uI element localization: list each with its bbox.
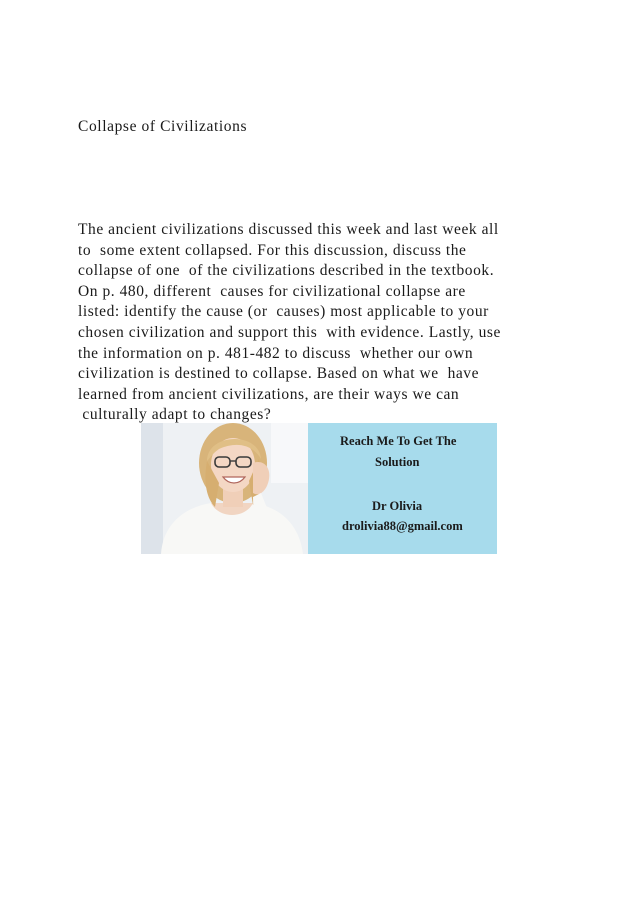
woman-illustration — [141, 423, 308, 554]
body-line: the information on p. 481-482 to discuss whether our own — [78, 344, 474, 362]
contact-banner — [141, 423, 497, 554]
body-line: The ancient civilizations discussed this week and last week all — [78, 221, 499, 238]
document-title: Collapse of Civilizations — [78, 118, 248, 135]
cta-line-2: Solution — [375, 455, 420, 469]
document-body — [78, 220, 568, 426]
body-line: to some extent collapsed. For this discussion, discuss the — [78, 241, 467, 259]
body-line: civilization is destined to collapse. Based on what we have — [78, 365, 480, 383]
body-line: On p. 480, different causes for civilizational collapse are — [78, 282, 466, 300]
woman-photo — [141, 423, 308, 554]
body-line: collapse of one of the civilizations described in the textbook. — [78, 262, 495, 280]
body-line: chosen civilization and support this with evidence. Lastly, use — [78, 323, 501, 341]
cta-line-1: Reach Me To Get The — [340, 434, 457, 448]
body-line: listed: identify the cause (or causes) most applicable to your — [78, 303, 489, 321]
contact-name: Dr Olivia — [372, 499, 423, 513]
body-line: learned from ancient civilizations, are their ways we can — [78, 385, 460, 403]
contact-email: drolivia88@gmail.com — [342, 519, 463, 533]
contact-panel — [308, 423, 497, 554]
body-line: culturally adapt to changes? — [78, 406, 272, 424]
